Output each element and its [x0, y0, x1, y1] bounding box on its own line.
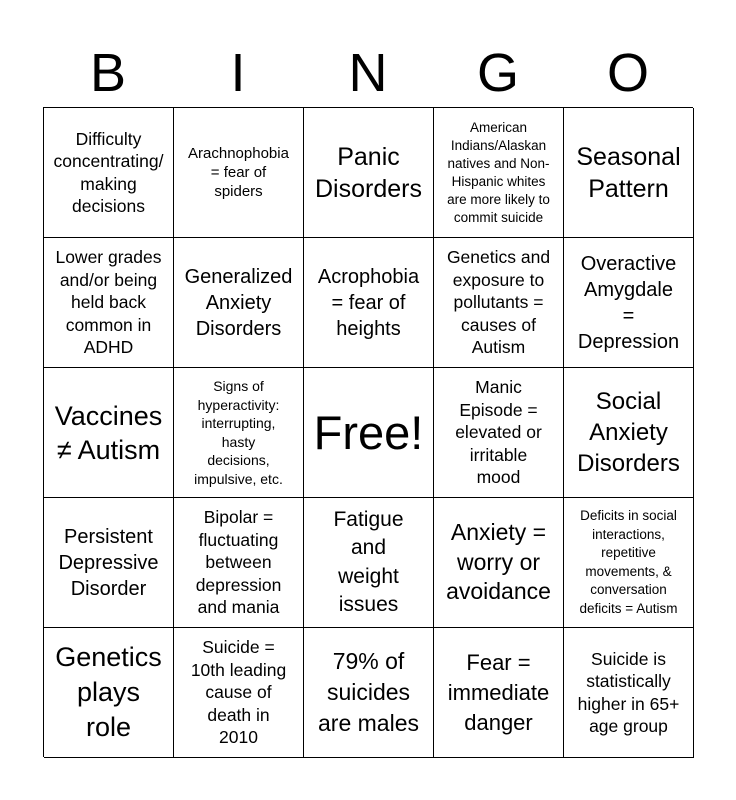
header-letter-i: I: [230, 43, 246, 103]
bingo-cell-r2-c1[interactable]: [174, 368, 304, 498]
cell-text: Overactive Amygdale = Depression: [577, 252, 680, 353]
cell-text: Social Anxiety Disorders: [577, 388, 680, 477]
cell-text: Vaccines ≠ Autism: [54, 400, 163, 465]
header-letter-b: B: [89, 43, 127, 103]
cell-text: Anxiety = worry or avoidance: [446, 519, 551, 605]
cell-text: Deficits in social interactions, repetitive movements, & conversation deficits = Autism: [579, 508, 678, 616]
bingo-cell-r4-c1[interactable]: [174, 628, 304, 758]
header-letter-g: G: [476, 43, 519, 103]
bingo-cell-r3-c1[interactable]: [174, 498, 304, 628]
bingo-cell-r1-c3[interactable]: [434, 238, 564, 368]
bingo-cell-r2-c4[interactable]: [564, 368, 694, 498]
cell-text: Generalized Anxiety Disorders: [184, 265, 293, 340]
cell-text: Signs of hyperactivity: interrupting, hasty decisions, impulsive, etc.: [194, 378, 283, 487]
bingo-cell-r0-c3[interactable]: [434, 108, 564, 238]
cell-text: Lower grades and/or being held back common in ADHD: [55, 247, 162, 358]
bingo-cell-r2-c3[interactable]: [434, 368, 564, 498]
header-letter-o: O: [606, 43, 649, 103]
header-letter-n: N: [348, 43, 388, 103]
bingo-cell-r1-c4[interactable]: [564, 238, 694, 368]
bingo-cell-r2-c0[interactable]: [44, 368, 174, 498]
cell-text: Fatigue and weight issues: [333, 507, 404, 616]
cell-text: 79% of suicides are males: [318, 648, 419, 736]
cell-text: Suicide = 10th leading cause of death in 2010: [190, 637, 287, 748]
bingo-cell-r4-c0[interactable]: [44, 628, 174, 758]
bingo-header: [43, 38, 693, 108]
bingo-cell-r1-c0[interactable]: [44, 238, 174, 368]
bingo-cell-r3-c3[interactable]: [434, 498, 564, 628]
cell-text: Suicide is statistically higher in 65+ age group: [577, 648, 680, 736]
cell-text: Persistent Depressive Disorder: [58, 525, 159, 600]
cell-text: Fear = immediate danger: [447, 649, 550, 735]
bingo-cell-r1-c2[interactable]: [304, 238, 434, 368]
cell-text: Difficulty concentrating/ making decisions: [53, 128, 164, 216]
bingo-cell-r1-c1[interactable]: [174, 238, 304, 368]
bingo-cell-r4-c3[interactable]: [434, 628, 564, 758]
bingo-cell-r3-c4[interactable]: [564, 498, 694, 628]
cell-text: Acrophobia = fear of heights: [317, 265, 420, 340]
cell-text: American Indians/Alaskan natives and Non- Hispanic whites are more likely to commit suicide: [447, 119, 550, 225]
bingo-cell-r3-c0[interactable]: [44, 498, 174, 628]
bingo-cell-r0-c2[interactable]: [304, 108, 434, 238]
cell-text: Seasonal Pattern: [576, 142, 681, 203]
cell-text: Bipolar = fluctuating between depression and mania: [195, 507, 282, 618]
free-space-text: Free!: [313, 405, 424, 459]
bingo-cell-r0-c4[interactable]: [564, 108, 694, 238]
cell-text: Panic Disorders: [315, 142, 422, 203]
bingo-cell-r3-c2[interactable]: [304, 498, 434, 628]
bingo-grid: [43, 107, 693, 757]
bingo-cell-r4-c2[interactable]: [304, 628, 434, 758]
cell-text: Genetics plays role: [55, 642, 162, 742]
bingo-cell-r4-c4[interactable]: [564, 628, 694, 758]
bingo-cell-r0-c1[interactable]: [174, 108, 304, 238]
cell-text: Manic Episode = elevated or irritable mood: [455, 377, 542, 488]
cell-text: Arachnophobia = fear of spiders: [188, 145, 289, 200]
bingo-cell-free[interactable]: [304, 368, 434, 498]
cell-text: Genetics and exposure to pollutants = causes of Autism: [446, 247, 551, 358]
bingo-cell-r0-c0[interactable]: [44, 108, 174, 238]
